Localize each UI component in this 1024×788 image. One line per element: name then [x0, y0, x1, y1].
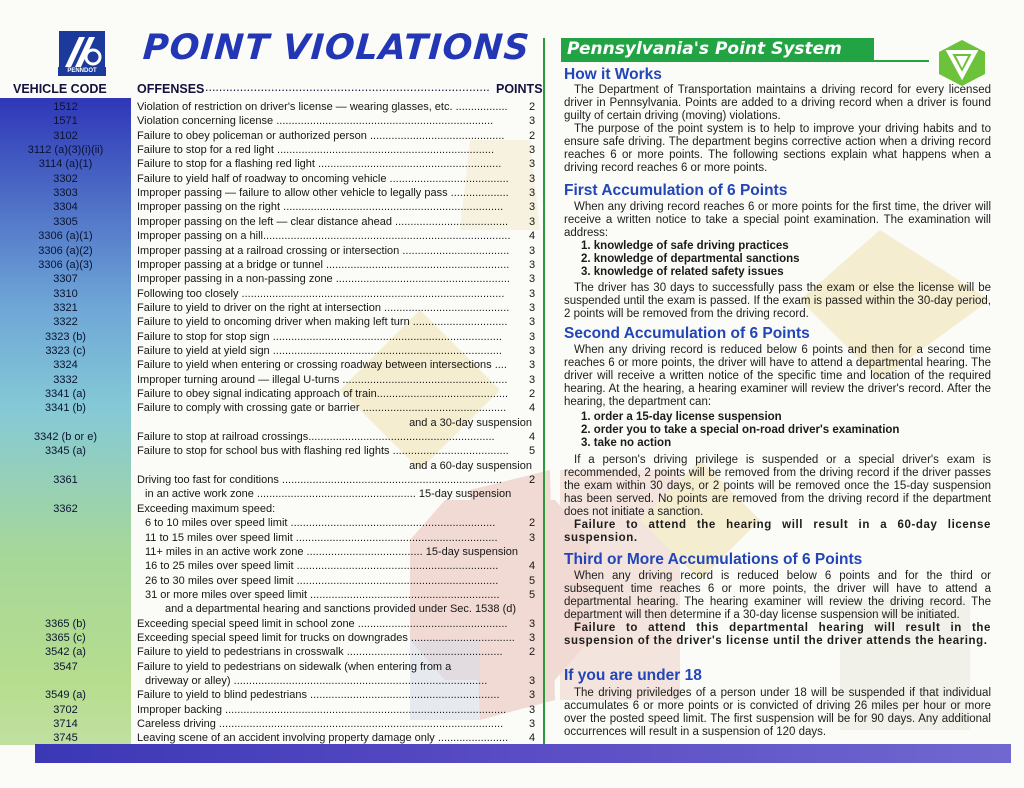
section-heading-under-18: If you are under 18	[564, 667, 702, 684]
offense-cell: Exceeding special speed limit for trucks on downgrades ..................................	[137, 631, 515, 644]
section-heading-third-accumulation: Third or More Accumulations of 6 Points	[564, 551, 863, 568]
vehicle-code-cell: 3302	[53, 172, 78, 185]
vehicle-code-cell: 1571	[53, 115, 78, 128]
vehicle-code-cell: 3547	[53, 660, 78, 673]
vehicle-code-cell: 3714	[53, 718, 78, 731]
points-cell: 5	[529, 574, 536, 587]
section-body-under-18	[564, 687, 991, 739]
table-row	[0, 631, 543, 645]
points-cell: 4	[529, 402, 536, 415]
points-cell: 3	[529, 689, 536, 702]
points-cell: 4	[529, 560, 536, 573]
offense-cell: 31 or more miles over speed limit ..............................................................	[145, 588, 500, 601]
offense-cell: Improper passing at a railroad crossing or intersection ...................................	[137, 244, 510, 257]
vehicle-code-cell: 1512	[53, 101, 78, 113]
table-row	[0, 143, 543, 157]
table-row	[0, 157, 543, 171]
table-row	[0, 444, 543, 458]
points-cell: 3	[529, 359, 536, 372]
points-cell: 2	[529, 646, 536, 659]
points-cell: 3	[529, 703, 536, 716]
points-cell: 3	[529, 316, 536, 329]
points-cell: 2	[529, 474, 536, 487]
table-row	[0, 559, 543, 573]
points-cell: 3	[529, 158, 536, 171]
vehicle-code-cell: 3306 (a)(1)	[38, 230, 93, 243]
offense-cell: Driving too fast for conditions ........................................................................	[137, 474, 502, 487]
paragraph: If a person's driving privilege is suspended or a special driver's exam is recommended, 2 points will be removed from the driving record if the driver passes the exam within 30 days, or 2 points will be removed once the 15-day suspension has been served. No points are removed from the driving record if the department does not initiate a sanction.	[564, 454, 991, 518]
offense-cell: Violation concerning license .......................................................................	[137, 115, 494, 128]
vehicle-code-cell: 3306 (a)(3)	[38, 258, 93, 271]
points-cell: 4	[529, 431, 536, 444]
table-row	[0, 487, 543, 501]
offense-cell: Failure to yield to pedestrians in crosswalk ...................................................	[137, 646, 503, 659]
offense-cell: Failure to yield to driver on the right at intersection .........................................	[137, 301, 510, 314]
points-cell: 3	[529, 187, 536, 200]
first-accumulation-list	[581, 240, 800, 279]
table-row	[0, 473, 543, 487]
table-row	[0, 315, 543, 329]
vehicle-code-cell: 3322	[53, 316, 78, 329]
points-cell: 5	[529, 445, 536, 458]
list-item: 3. take no action	[581, 437, 672, 449]
offense-cell: Improper passing — failure to allow other vehicle to legally pass ...................	[137, 187, 509, 200]
table-row	[0, 516, 543, 530]
vehicle-code-cell: 3305	[53, 215, 78, 228]
points-cell: 3	[529, 531, 536, 544]
table-row	[0, 100, 543, 114]
table-row	[0, 588, 543, 602]
column-header-leader: ..................................................................................	[205, 80, 490, 94]
offense-cell: 11+ miles in an active work zone ...................................... 15-day suspension	[145, 545, 519, 558]
offense-cell: 11 to 15 miles over speed limit ..................................................................	[145, 531, 498, 544]
table-row	[0, 602, 543, 616]
table-row	[0, 688, 543, 702]
point-system-banner: Pennsylvania's Point System	[561, 38, 874, 60]
paragraph: When any driving record is reduced below 6 points and for the third or subsequent time reaches 6 or more points, the driver will have to attend a departmental hearing. The hearing examiner will review the driving record. The department will then determine if a 30-day license suspension will be initiated.	[564, 570, 991, 621]
vehicle-code-cell: 3112 (a)(3)(i)(ii)	[27, 144, 104, 157]
points-cell: 3	[529, 244, 536, 257]
banner-underline	[561, 60, 929, 62]
offense-cell: 6 to 10 miles over speed limit ...................................................................	[145, 517, 496, 530]
points-cell: 3	[529, 287, 536, 300]
offense-cell: Following too closely ......................................................................................	[137, 287, 505, 300]
vehicle-code-cell: 3345 (a)	[45, 445, 86, 458]
offense-cell: Improper passing on the right ........................................................................	[137, 201, 504, 214]
vehicle-code-cell: 3307	[53, 273, 78, 286]
vehicle-code-cell: 3361	[53, 474, 78, 487]
footer-bar	[35, 744, 1011, 763]
offense-cell: Failure to comply with crossing gate or barrier ...............................................	[137, 402, 507, 415]
offense-cell: Failure to stop for stop sign ...........................................................................	[137, 330, 502, 343]
points-cell: 3	[529, 301, 536, 314]
logo-caption: PENNDOT	[58, 67, 106, 76]
section-body-how-it-works	[564, 84, 991, 175]
points-cell: 2	[529, 388, 536, 400]
points-cell: 3	[529, 631, 536, 644]
table-row	[0, 330, 543, 344]
table-row	[0, 373, 543, 387]
offense-cell: driveway or alley) ...................................................................................	[145, 675, 488, 687]
paragraph: The driver has 30 days to successfully pass the exam or else the license will be suspended until the exam is passed. If the exam is passed within the 30-day period, 2 points will be removed from the driving record.	[564, 282, 991, 320]
paragraph: When any driving record reaches 6 or more points for the first time, the driver will receive a written notice to take a special point examination. The examination will address:	[564, 201, 991, 239]
table-row	[0, 258, 543, 272]
points-cell: 3	[529, 258, 536, 271]
offense-cell: Exceeding special speed limit in school zone .................................................	[137, 617, 508, 630]
points-cell: 3	[529, 201, 536, 214]
offense-cell: Violation of restriction on driver's license — wearing glasses, etc. .................	[137, 101, 508, 113]
vehicle-code-cell: 3324	[53, 359, 78, 372]
table-row	[0, 574, 543, 588]
offense-cell: Failure to yield half of roadway to oncoming vehicle .......................................	[137, 172, 509, 185]
table-row	[0, 459, 543, 473]
offense-cell: Improper passing at a bridge or tunnel ............................................................	[137, 258, 510, 271]
list-item: 1. knowledge of safe driving practices	[581, 240, 789, 252]
offense-cell: Failure to yield when entering or crossing roadway between intersections ....	[137, 359, 507, 372]
section-body-first-accumulation	[564, 201, 991, 240]
table-row	[0, 244, 543, 258]
column-header-points: POINTS	[496, 82, 543, 96]
points-cell: 3	[529, 718, 536, 731]
paragraph: The Department of Transportation maintains a driving record for every licensed driver in Pennsylvania. Points are added to a driving record when a driver is found guilty of certain driving (moving) violations.	[564, 84, 991, 122]
table-row	[0, 617, 543, 631]
offense-cell: Failure to stop at railroad crossings.............................................................	[137, 431, 495, 444]
table-row	[0, 660, 543, 674]
table-row	[0, 531, 543, 545]
vehicle-code-cell: 3341 (b)	[45, 402, 86, 415]
table-row	[0, 674, 543, 688]
column-header-offenses: OFFENSES	[137, 82, 205, 96]
offense-cell: Improper passing on the left — clear distance ahead .....................................	[137, 215, 509, 228]
points-cell: 4	[529, 230, 536, 243]
vehicle-code-cell: 3365 (b)	[45, 617, 86, 630]
points-cell: 3	[529, 675, 536, 687]
table-row	[0, 545, 543, 559]
section-body-third-accumulation	[564, 570, 991, 648]
points-cell: 2	[529, 517, 536, 530]
table-row	[0, 502, 543, 516]
paragraph: The driving priviledges of a person under 18 will be suspended if that individual accumulates 6 or more points or is convicted of driving 26 miles per hour or more over the posted speed limit. The first suspension will be for 90 days. Any additional occurrences will result in a suspension of 120 days.	[564, 687, 991, 738]
points-cell: 4	[529, 732, 536, 745]
warning-note: Failure to attend the hearing will result in a 60-day license suspension.	[564, 519, 991, 544]
vehicle-code-cell: 3306 (a)(2)	[38, 244, 93, 257]
column-divider	[543, 38, 545, 745]
vehicle-code-cell: 3323 (c)	[45, 344, 86, 357]
vehicle-code-cell: 3310	[53, 287, 78, 300]
offense-cell: Improper backing ............................................................................................	[137, 703, 507, 716]
offense-cell: Failure to stop for a red light .......................................................................	[137, 144, 495, 157]
table-row	[0, 229, 543, 243]
vehicle-code-cell: 3362	[53, 502, 78, 515]
section-body-second-accumulation-2	[564, 454, 991, 545]
offense-cell: Failure to obey policeman or authorized person ............................................	[137, 129, 505, 142]
vehicle-code-cell: 3549 (a)	[45, 689, 86, 702]
points-cell: 3	[529, 330, 536, 343]
section-heading-how-it-works: How it Works	[564, 66, 662, 83]
offense-cell: 26 to 30 miles over speed limit ..................................................................	[145, 574, 499, 587]
offense-cell: Failure to stop for a flashing red light ............................................................	[137, 158, 502, 171]
table-row	[0, 129, 543, 143]
points-cell: 3	[529, 617, 536, 630]
list-item: 3. knowledge of related safety issues	[581, 266, 784, 278]
offense-cell: Improper turning around — illegal U-turns ......................................................	[137, 373, 508, 386]
paragraph: The purpose of the point system is to help to improve your driving habits and to ensure safe driving. The department begins corrective action when a driving record reaches 6 or more points. The following sections explain what happens when a driving record reaches 6 or more points.	[564, 123, 991, 174]
offense-cell: Leaving scene of an accident involving property damage only .......................	[137, 732, 509, 745]
section-body-second-accumulation	[564, 344, 991, 409]
table-row	[0, 215, 543, 229]
table-row	[0, 358, 543, 372]
offense-cell: 16 to 25 miles over speed limit ..................................................................	[145, 560, 499, 573]
column-header-vehicle-code: VEHICLE CODE	[13, 82, 107, 96]
section-body-first-accumulation-2	[564, 282, 991, 321]
table-row	[0, 344, 543, 358]
vehicle-code-cell: 3365 (c)	[45, 631, 86, 644]
vehicle-code-cell: 3341 (a)	[45, 388, 86, 400]
table-row	[0, 287, 543, 301]
vehicle-code-cell: 3102	[53, 129, 78, 142]
offense-cell: Failure to yield at yield sign ...........................................................................	[137, 344, 502, 357]
table-row	[0, 272, 543, 286]
offense-cell: Improper passing in a non-passing zone .........................................................	[137, 273, 510, 286]
points-cell: 3	[529, 373, 536, 386]
offense-cell: Improper passing on a hill.................................................................................	[137, 230, 511, 243]
points-cell: 3	[529, 144, 536, 157]
table-row	[0, 114, 543, 128]
table-row	[0, 645, 543, 659]
second-accumulation-list	[581, 411, 899, 450]
offense-cell: Exceeding maximum speed:	[137, 502, 276, 515]
offense-cell: Failure to yield to pedestrians on sidewalk (when entering from a	[137, 660, 452, 673]
paragraph: When any driving record is reduced below 6 points and then for a second time reaches 6 or more points, the driver will have to attend a departmental hearing. The driver will receive a written notice of the specific time and location of the required hearing. At the hearing, a hearing examiner will review the driver's record. After the hearing, the department can:	[564, 344, 991, 408]
list-item: 1. order a 15-day license suspension	[581, 411, 782, 423]
offense-cell: in an active work zone .................................................... 15-day suspension	[145, 488, 512, 501]
points-cell: 3	[529, 215, 536, 228]
vehicle-code-cell: 3745	[53, 732, 78, 745]
table-row	[0, 387, 543, 401]
points-cell: 2	[529, 129, 536, 142]
points-cell: 3	[529, 273, 536, 286]
table-row	[0, 172, 543, 186]
offense-cell: Failure to yield to oncoming driver when making left turn ...............................	[137, 316, 508, 329]
points-cell: 3	[529, 172, 536, 185]
vehicle-code-cell: 3321	[53, 301, 78, 314]
list-item: 2. knowledge of departmental sanctions	[581, 253, 800, 265]
section-heading-first-accumulation: First Accumulation of 6 Points	[564, 182, 788, 199]
vehicle-code-cell: 3304	[53, 201, 78, 214]
table-row	[0, 401, 543, 415]
offense-cell: and a departmental hearing and sanctions provided under Sec. 1538 (d)	[165, 603, 517, 616]
keystone-triangle-icon	[937, 38, 987, 88]
vehicle-code-cell: 3332	[53, 373, 78, 386]
points-cell: 3	[529, 115, 536, 128]
table-row	[0, 703, 543, 717]
section-heading-second-accumulation: Second Accumulation of 6 Points	[564, 325, 810, 342]
table-row	[0, 186, 543, 200]
offense-cell: Failure to yield to blind pedestrians ..............................................................	[137, 689, 500, 702]
table-row	[0, 430, 543, 444]
vehicle-code-cell: 3342 (b or e)	[34, 431, 97, 444]
page-title: POINT VIOLATIONS	[141, 28, 532, 68]
offense-cell: and a 30-day suspension	[409, 416, 532, 429]
vehicle-code-cell: 3542 (a)	[45, 646, 86, 659]
offense-cell: Failure to stop for school bus with flashing red lights ......................................	[137, 445, 509, 458]
points-cell: 5	[529, 588, 536, 601]
vehicle-code-cell: 3114 (a)(1)	[38, 158, 93, 171]
vehicle-code-cell: 3702	[53, 703, 78, 716]
points-cell: 2	[529, 101, 536, 113]
offense-cell: and a 60-day suspension	[409, 459, 532, 472]
offense-cell: Failure to obey signal indicating approach of train...........................................	[137, 388, 509, 400]
vehicle-code-cell: 3303	[53, 187, 78, 200]
table-row	[0, 200, 543, 214]
table-row	[0, 717, 543, 731]
vehicle-code-cell: 3323 (b)	[45, 330, 86, 343]
offense-cell: Careless driving .............................................................................................	[137, 718, 504, 731]
list-item: 2. order you to take a special on-road driver's examination	[581, 424, 900, 436]
point-system-panel	[551, 0, 1024, 745]
table-row	[0, 301, 543, 315]
warning-note: Failure to attend this departmental hearing will result in the suspension of the driver's license until the driver attends the hearing.	[564, 622, 991, 647]
table-row	[0, 416, 543, 430]
points-cell: 3	[529, 344, 536, 357]
